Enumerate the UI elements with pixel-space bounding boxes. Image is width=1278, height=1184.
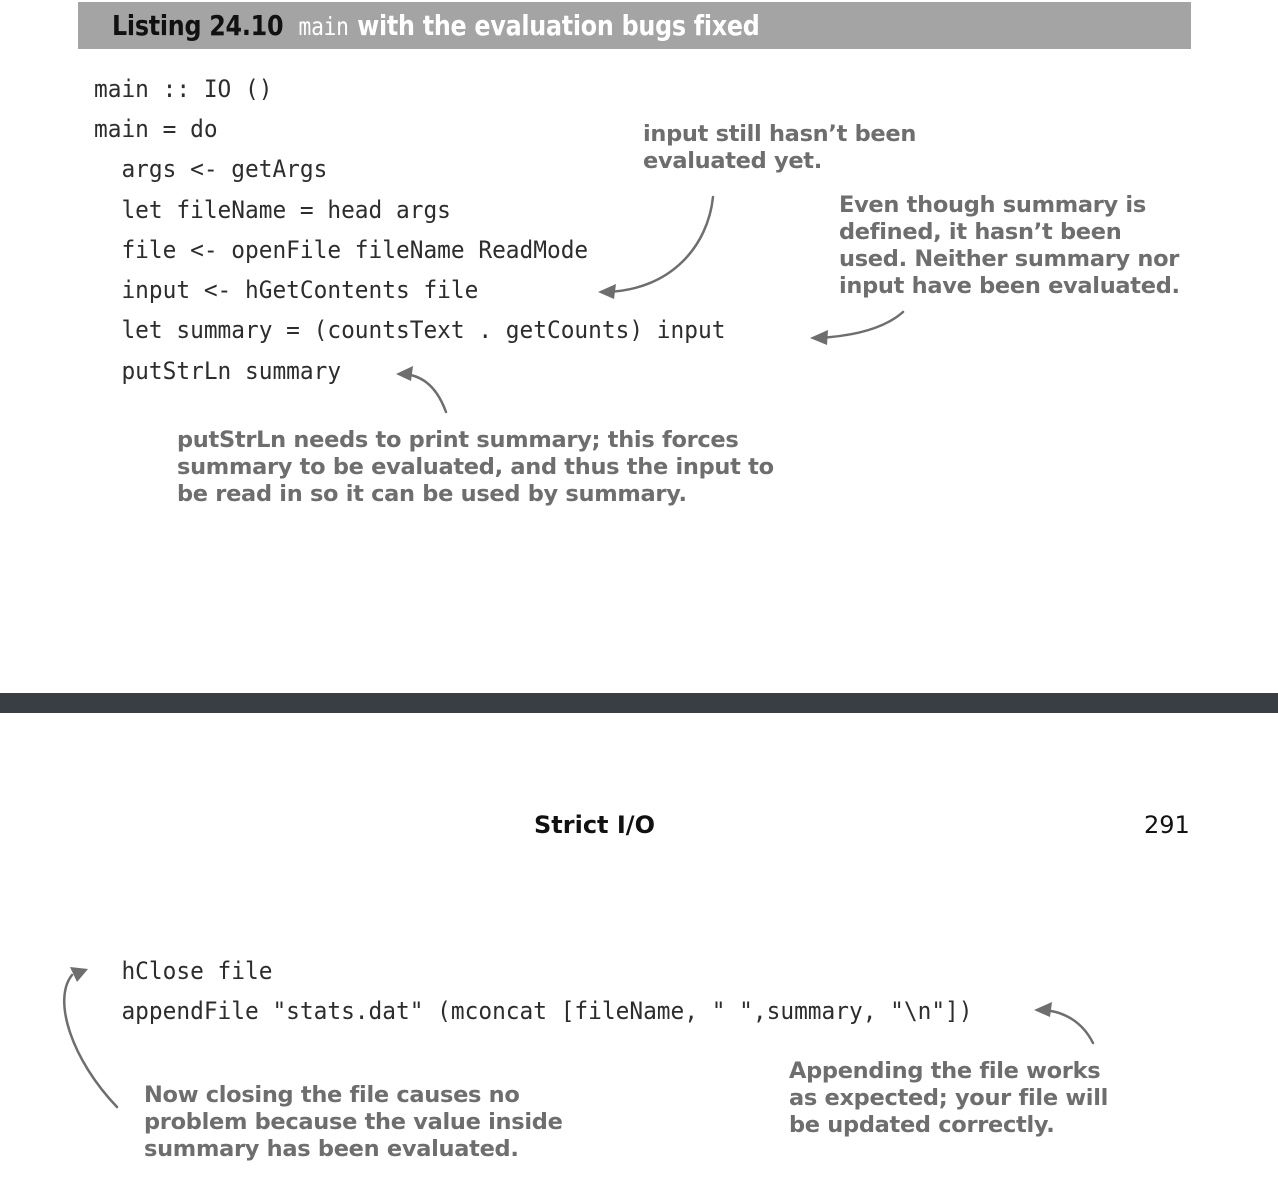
annotation-putstrln-forces: putStrLn needs to print summary; this forces summary to be evaluated, and thus the input to be read in so it can be used by summary. <box>177 427 774 507</box>
page-header: Strict I/O <box>534 811 655 839</box>
annotation-closing-file: Now closing the file causes no problem because the value inside summary has been evaluated. <box>144 1082 563 1162</box>
code-line: main :: IO () <box>94 75 273 103</box>
code-line: args <- getArgs <box>94 155 328 183</box>
arrow-summary-defined <box>818 312 903 338</box>
listing-label: Listing 24.10 <box>112 9 284 42</box>
arrowhead-input-not-evaluated <box>598 284 616 299</box>
listing-code-word: main <box>298 12 349 41</box>
arrowhead-appending-file <box>1034 1002 1052 1017</box>
arrow-input-not-evaluated <box>606 197 713 292</box>
code-line: main = do <box>94 115 218 143</box>
listing-description: with the evaluation bugs fixed <box>357 9 760 42</box>
annotation-input-not-evaluated: input still hasn’t been evaluated yet. <box>643 121 917 174</box>
annotation-summary-defined: Even though summary is defined, it hasn’t been used. Neither summary nor input have been evaluated. <box>839 192 1180 299</box>
code-line: let summary = (countsText . getCounts) input <box>94 316 726 344</box>
code-line: let fileName = head args <box>94 196 451 224</box>
code-line: putStrLn summary <box>94 357 342 385</box>
page-number: 291 <box>1144 811 1190 839</box>
code-line: file <- openFile fileName ReadMode <box>94 236 589 264</box>
arrowhead-putstrln-forces <box>396 366 413 381</box>
code-line: input <- hGetContents file <box>94 276 479 304</box>
code-line: hClose file <box>94 957 273 985</box>
arrow-closing-file <box>64 975 117 1107</box>
arrowhead-summary-defined <box>810 330 828 345</box>
code-line: appendFile "stats.dat" (mconcat [fileName, " ",summary, "\n"]) <box>94 997 973 1025</box>
annotation-appending-file: Appending the file works as expected; your file will be updated correctly. <box>789 1058 1109 1138</box>
